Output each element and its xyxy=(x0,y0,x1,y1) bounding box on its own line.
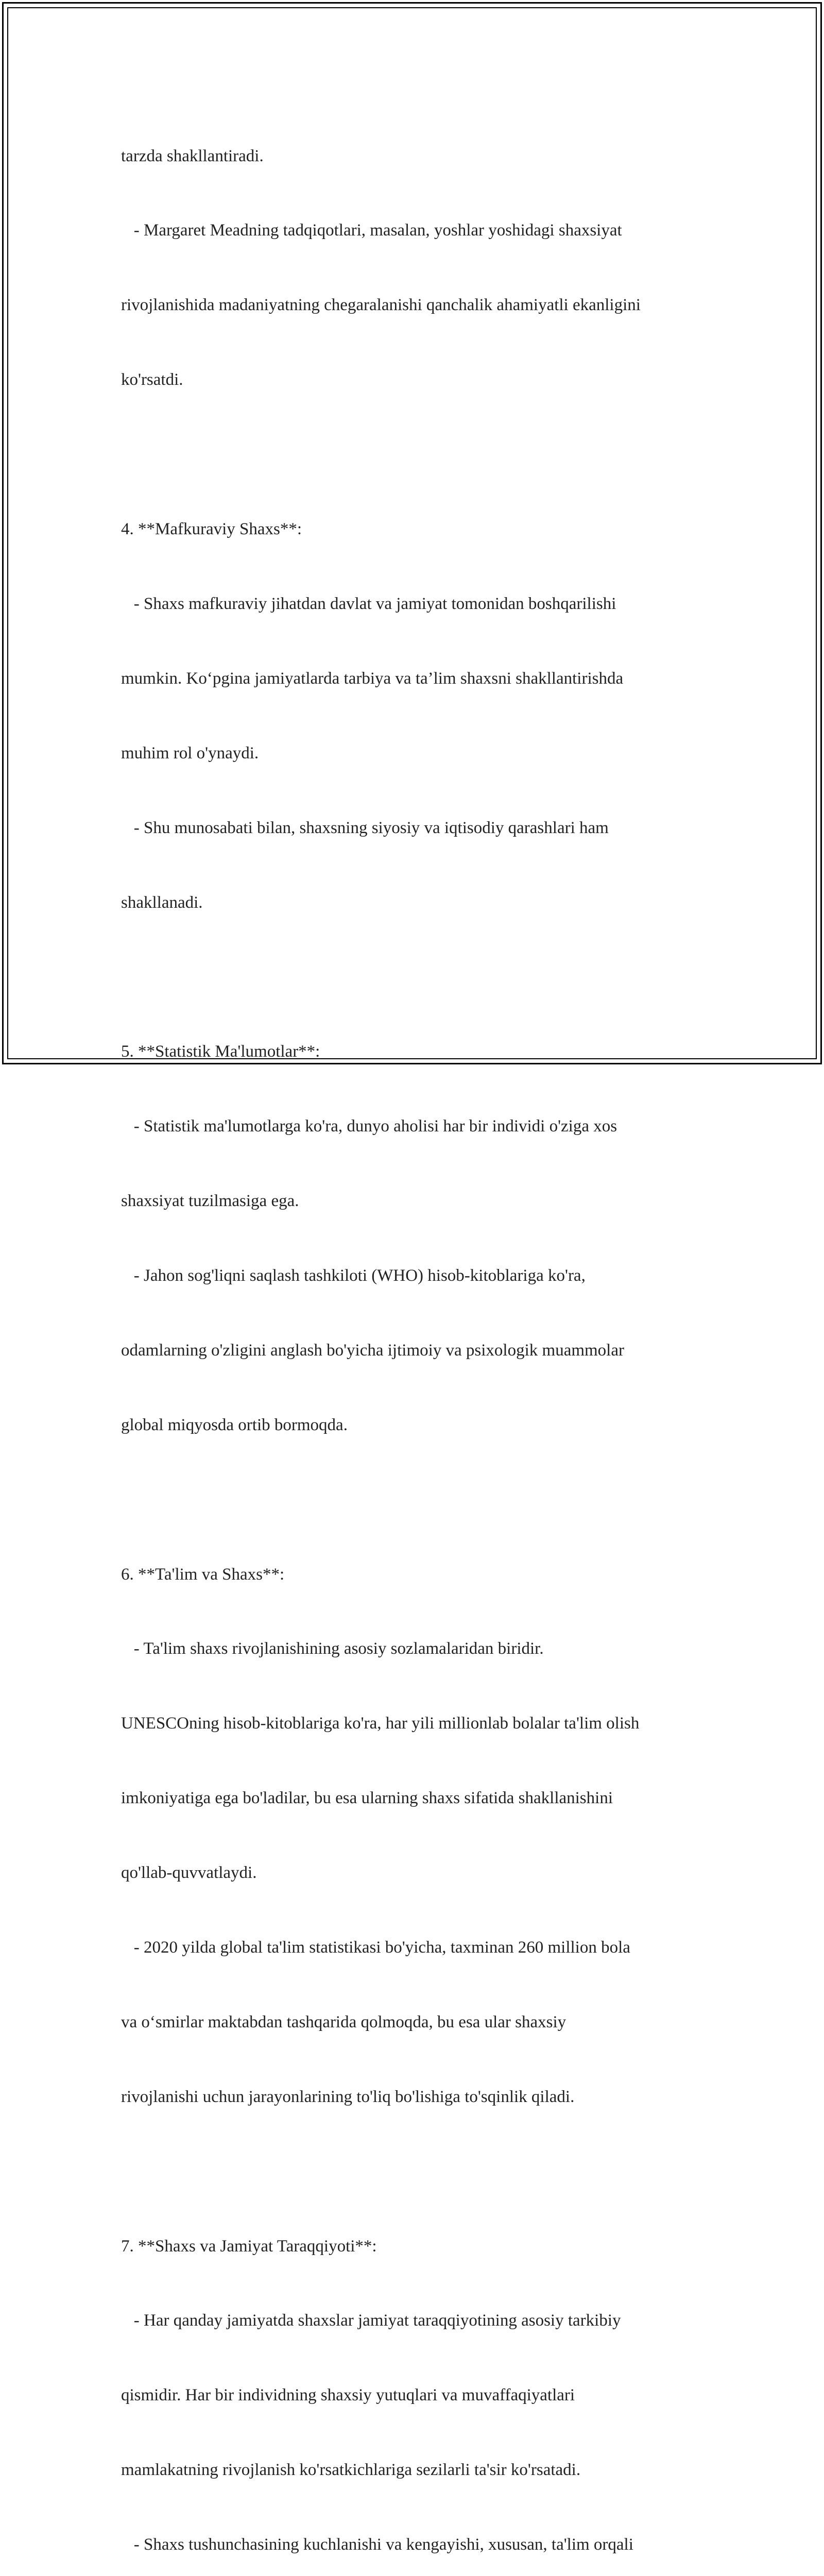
text-line: - Shaxs mafkuraviy jihatdan davlat va jamiyat tomonidan boshqarilishi xyxy=(121,594,616,613)
text-line: odamlarning o'zligini anglash bo'yicha ijtimoiy va psixologik muammolar xyxy=(121,1341,624,1360)
text-line: mumkin. Ko‘pgina jamiyatlarda tarbiya va ta’lim shaxsni shakllantirishda xyxy=(121,669,624,688)
section-heading: 7. **Shaxs va Jamiyat Taraqqiyoti**: xyxy=(121,2236,377,2256)
text-line: - Shu munosabati bilan, shaxsning siyosiy va iqtisodiy qarashlari ham xyxy=(121,818,609,837)
text-line: - Ta'lim shaxs rivojlanishining asosiy sozlamalaridan biridir. xyxy=(121,1639,544,1658)
text-line: - Statistik ma'lumotlarga ko'ra, dunyo aholisi har bir individi o'ziga xos xyxy=(121,1117,617,1136)
blank-line xyxy=(121,964,708,989)
section-heading: 4. **Mafkuraviy Shaxs**: xyxy=(121,520,302,539)
text-line: va o‘smirlar maktabdan tashqarida qolmoqda, bu esa ular shaxsiy xyxy=(121,2012,566,2031)
text-line: shakllanadi. xyxy=(121,893,203,912)
text-line: rivojlanishida madaniyatning chegaralanishi qanchalik ahamiyatli ekanligini xyxy=(121,296,641,315)
text-line: - Jahon sog'liqni saqlash tashkiloti (WHO) hisob-kitoblariga ko'ra, xyxy=(121,1266,586,1285)
text-line: qismidir. Har bir individning shaxsiy yutuqlari va muvaffaqiyatlari xyxy=(121,2386,575,2405)
text-line: rivojlanishi uchun jarayonlarining to'liq bo'lishiga to'sqinlik qiladi. xyxy=(121,2087,575,2106)
text-line: imkoniyatiga ega bo'ladilar, bu esa ularning shaxs sifatida shakllanishini xyxy=(121,1789,613,1808)
section-heading: 6. **Ta'lim va Shaxs**: xyxy=(121,1565,285,1584)
text-line: - Shaxs tushunchasining kuchlanishi va kengayishi, xususan, ta'lim orqali xyxy=(121,2535,633,2554)
text-line: - 2020 yilda global ta'lim statistikasi bo'yicha, taxminan 260 million bola xyxy=(121,1938,630,1957)
blank-line xyxy=(121,1487,708,1512)
document-body xyxy=(121,94,708,2576)
text-line: qo'llab-quvvatlaydi. xyxy=(121,1863,257,1883)
blank-line xyxy=(121,2159,708,2184)
blank-line xyxy=(121,442,708,467)
text-line: shaxsiyat tuzilmasiga ega. xyxy=(121,1192,299,1211)
text-line: tarzda shakllantiradi. xyxy=(121,146,264,165)
text-line: - Har qanday jamiyatda shaxslar jamiyat taraqqiyotining asosiy tarkibiy xyxy=(121,2311,621,2330)
section-heading: 5. **Statistik Ma'lumotlar**: xyxy=(121,1042,320,1061)
text-line: ko'rsatdi. xyxy=(121,370,183,389)
text-line: - Margaret Meadning tadqiqotlari, masalan, yoshlar yoshidagi shaxsiyat xyxy=(121,221,622,240)
text-line: mamlakatning rivojlanish ko'rsatkichlariga sezilarli ta'sir ko'rsatadi. xyxy=(121,2461,581,2480)
text-line: global miqyosda ortib bormoqda. xyxy=(121,1415,348,1434)
text-line: muhim rol o'ynaydi. xyxy=(121,743,259,762)
text-line: UNESCOning hisob-kitoblariga ko'ra, har yili millionlab bolalar ta'lim olish xyxy=(121,1714,640,1733)
